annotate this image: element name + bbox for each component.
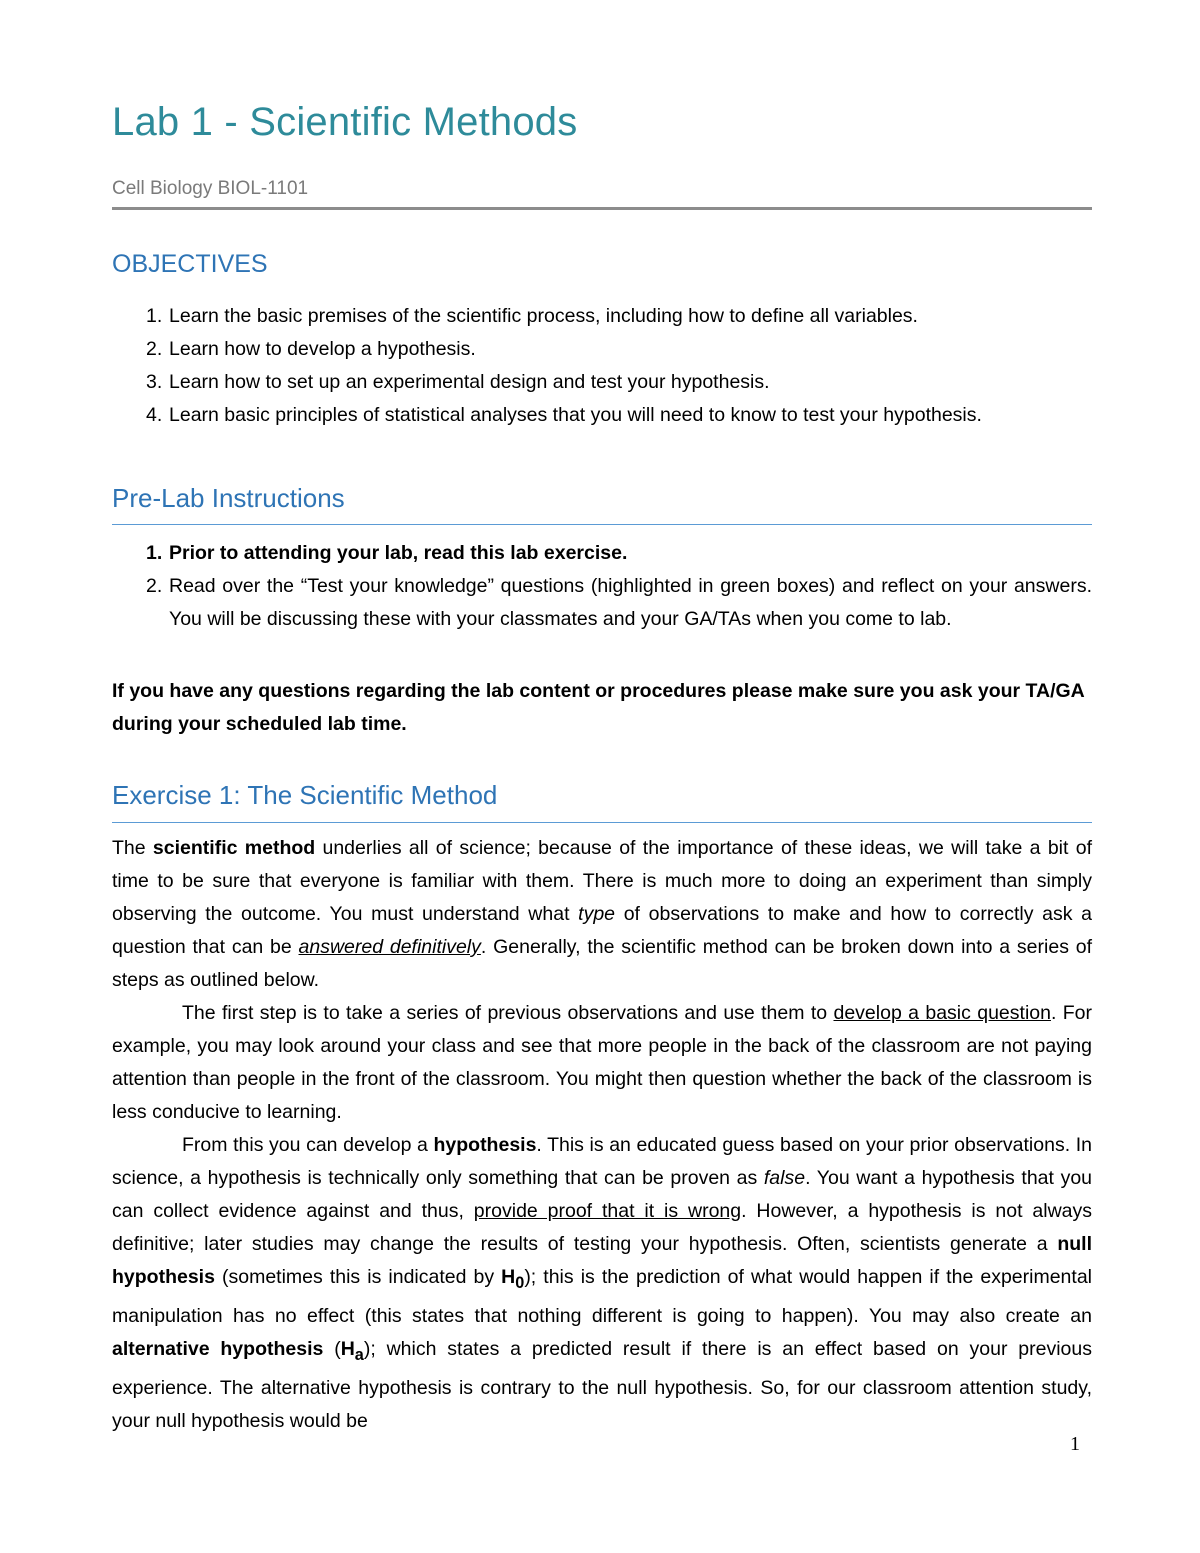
prelab-item: 2. Read over the “Test your knowledge” questions (highlighted in green boxes) and reflect on your answers. You will be discussing these with your classmates and your GA/TAs when you come to lab. <box>146 575 1092 630</box>
exercise1-heading: Exercise 1: The Scientific Method <box>112 780 498 810</box>
title-divider <box>112 207 1092 210</box>
paragraph: The scientific method underlies all of science; because of the importance of these ideas, we will take a bit of time to be sure that everyone is familiar with them. There is much more to doing an experiment than simply observing the outcome. You must understand what type of observations to make and how to correctly ask a question that can be answered definitively. Generally, the scientific method can be broken down into a series of steps as outlined below. <box>112 837 1092 991</box>
prelab-notice: If you have any questions regarding the lab content or procedures please make sure you ask your TA/GA during your scheduled lab time. <box>112 680 1085 735</box>
paragraph: The first step is to take a series of previous observations and use them to develop a basic question. For example, you may look around your class and see that more people in the back of the classroom are not paying attention than people in the front of the classroom. You might then question whether the back of the classroom is less conducive to learning. <box>112 1002 1092 1123</box>
exercise1-divider <box>112 822 1092 823</box>
prelab-heading: Pre-Lab Instructions <box>112 483 345 513</box>
page-number: 1 <box>1070 1433 1080 1455</box>
objective-item: 3. Learn how to set up an experimental design and test your hypothesis. <box>146 371 770 393</box>
exercise1-body <box>112 832 1092 1438</box>
prelab-item: 1. Prior to attending your lab, read this lab exercise. <box>146 542 628 564</box>
prelab-list <box>112 537 1092 636</box>
paragraph: From this you can develop a hypothesis. This is an educated guess based on your prior observations. In science, a hypothesis is technically only something that can be proven as false. You want a hypothesis that you can collect evidence against and thus, provide proof that it is wrong. However, a hypothesis is not always definitive; later studies may change the results of testing your hypothesis. Often, scientists generate a null hypothesis (sometimes this is indicated by $H_0$); this is the prediction of what would happen if the experimental manipulation has no effect (this states that nothing different is going to happen). You may also create an alternative hypothesis $(H_a)$; which states a predicted result if there is an effect based on your previous experience. The alternative hypothesis is contrary to the null hypothesis. So, for our classroom attention study, your null hypothesis would be <box>112 1134 1093 1432</box>
document-subtitle: Cell Biology BIOL-1101 <box>112 178 309 199</box>
objective-item: 2. Learn how to develop a hypothesis. <box>146 338 476 360</box>
objectives-heading: OBJECTIVES <box>112 250 268 278</box>
document-title: Lab 1 - Scientific Methods <box>112 100 578 144</box>
objectives-list <box>112 300 1092 432</box>
objective-item: 1. Learn the basic premises of the scientific process, including how to define all variables. <box>146 305 918 327</box>
prelab-divider <box>112 524 1092 525</box>
objective-item: 4. Learn basic principles of statistical analyses that you will need to know to test your hypothesis. <box>146 404 982 426</box>
